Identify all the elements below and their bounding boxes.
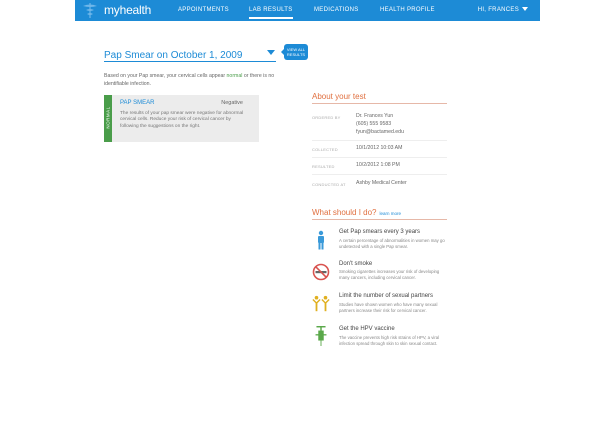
- divider: [312, 174, 447, 175]
- collected-value: 10/1/2012 10:03 AM: [356, 145, 403, 151]
- result-card: [104, 95, 259, 142]
- person-icon: [312, 230, 330, 250]
- view-all-results-button[interactable]: [284, 44, 308, 60]
- ordered-by-details: [356, 112, 404, 136]
- selected-test: Pap Smear on October 1, 2009: [104, 50, 243, 61]
- no-smoking-icon: [312, 262, 330, 282]
- tip-title: Limit the number of sexual partners: [339, 293, 434, 299]
- collected-label: COLLECTED: [312, 147, 338, 152]
- conducted-value: Ashby Medical Center: [356, 180, 407, 186]
- resulted-label: RESULTED: [312, 164, 335, 169]
- nav-health-profile[interactable]: HEALTH PROFILE: [380, 7, 435, 13]
- view-all-label-line2: RESULTS: [286, 52, 306, 57]
- summary-text-end: or there is no identifiable infection.: [104, 73, 275, 87]
- caduceus-logo-icon: [81, 2, 99, 19]
- learn-more-link[interactable]: learn more: [379, 211, 401, 216]
- view-all-label-line1: VIEW ALL: [286, 47, 306, 52]
- what-to-do-label: What should I do?: [312, 208, 377, 217]
- result-description: The results of your pap smear were negative for abnormal cervical cells. Reduce your risk of cervical cancer by following the suggestions on the right.: [120, 111, 244, 129]
- tip-description: Smoking cigarettes increases your risk of developing many cancers, including cervical cancer.: [339, 269, 440, 280]
- tip-description: A certain percentage of abnormalities in women may go undetected with a single Pap smear.: [339, 238, 445, 249]
- status-badge: [104, 95, 112, 142]
- tip-title: Get Pap smears every 3 years: [339, 229, 421, 235]
- user-greeting: HI, FRANCES: [477, 7, 519, 13]
- tip-title: Don't smoke: [339, 261, 373, 267]
- about-test-title: About your test: [312, 92, 366, 101]
- chevron-down-icon: [522, 7, 528, 11]
- status-label: NORMAL: [105, 106, 111, 129]
- result-value: Negative: [221, 100, 243, 106]
- nav-appointments[interactable]: APPOINTMENTS: [178, 7, 229, 13]
- user-menu[interactable]: [478, 7, 528, 13]
- result-test-name[interactable]: PAP SMEAR: [120, 100, 155, 106]
- top-nav-bar: [75, 0, 540, 21]
- divider: [312, 157, 447, 158]
- tip-title: Get the HPV vaccine: [339, 326, 395, 332]
- what-to-do-title: [312, 208, 401, 217]
- doctor-phone[interactable]: (605) 555 9583: [356, 121, 392, 127]
- nav-lab-results[interactable]: LAB RESULTS: [249, 7, 293, 19]
- tip-description: Studies have shown women who have many sexual partners increase their risk for cervical cancer.: [339, 302, 438, 313]
- test-dropdown[interactable]: [104, 45, 276, 62]
- ordered-by-label: ORDERED BY: [312, 115, 341, 120]
- partners-icon: [312, 294, 330, 314]
- summary-highlight: normal: [226, 73, 243, 79]
- what-title-rule: [312, 219, 447, 220]
- tip-description: The vaccine prevents high risk strains of HPV, a viral infection spread through skin to skin sexual contact.: [339, 335, 440, 346]
- resulted-value: 10/2/2012 1:08 PM: [356, 162, 400, 168]
- summary-text-start: Based on your Pap smear, your cervical cells appear: [104, 73, 227, 79]
- doctor-name: Dr. Frances Yun: [356, 113, 394, 119]
- about-title-rule: [312, 103, 447, 104]
- doctor-email[interactable]: fyun@bactamed.edu: [356, 129, 404, 135]
- result-summary: [104, 72, 276, 88]
- app-name: myhealth: [104, 3, 152, 17]
- dropdown-caret-icon: [267, 50, 275, 55]
- conducted-label: CONDUCTED AT: [312, 182, 346, 187]
- app-logo[interactable]: [81, 2, 151, 19]
- nav-medications[interactable]: MEDICATIONS: [314, 7, 359, 13]
- divider: [312, 140, 447, 141]
- syringe-icon: [312, 326, 330, 346]
